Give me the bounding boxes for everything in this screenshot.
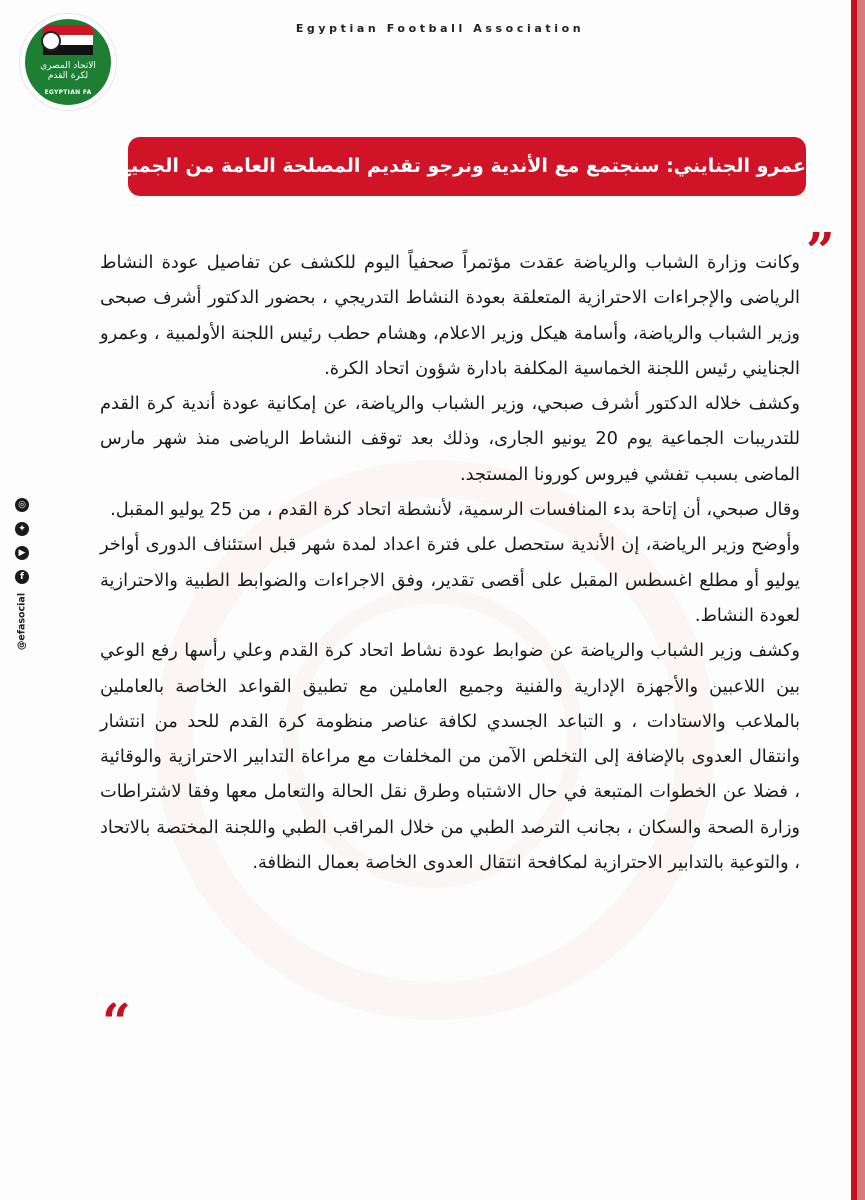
football-icon [41, 31, 61, 51]
social-links [8, 498, 36, 651]
article-paragraph: وكشف خلاله الدكتور أشرف صبحي، وزير الشباب والرياضة، عن إمكانية عودة أندية كرة القدم للتدريبات الجماعية يوم 20 يونيو الجارى، وذلك بعد توقف النشاط الرياضى منذ شهر مارس الماضى بسبب تفشي فيروس كورونا المستجد. [100, 393, 800, 485]
headline-text: عمرو الجنايني: سنجتمع مع الأندية ونرجو تقديم المصلحة العامة من الجميع [118, 155, 806, 177]
efa-logo [22, 16, 114, 108]
instagram-icon[interactable]: ◎ [15, 498, 29, 512]
social-handle[interactable]: @efasocial [16, 592, 28, 651]
twitter-icon[interactable]: ✦ [15, 522, 29, 536]
article-paragraph: وقال صبحي، أن إتاحة بدء المنافسات الرسمية، لأنشطة اتحاد كرة القدم ، من 25 يوليو المقبل. [110, 499, 800, 521]
headline-banner [118, 137, 806, 196]
article-paragraph: وأوضح وزير الرياضة، إن الأندية ستحصل على فترة اعداد لمدة شهر قبل استئناف الدورى أواخر يوليو أو مطلع اغسطس المقبل على أقصى تقدير، وفق الاجراءات والضوابط الطبية والاحترازية لعودة النشاط. [100, 534, 800, 626]
article-paragraph: وكشف وزير الشباب والرياضة عن ضوابط عودة نشاط اتحاد كرة القدم وعلي رأسها رفع الوعي بين اللاعبين والأجهزة الإدارية والفنية وجميع العاملين مع تطبيق القواعد الخاصة بالعاملين بالملاعب والاستادات ، و التباعد الجسدي لكافة عناصر منظومة كرة القدم للحد من انتشار وانتقال العدوى بالإضافة إلى التخلص الآمن من المخلفات مع مراعاة التدابير الاحترازية والوقائية ، فضلا عن الخطوات المتبعة في حال الاشتباه وطرق نقل الحالة والتعامل معها وفقا لاشتراطات وزارة الصحة والسكان ، بجانب الترصد الطبي من خلال المراقب الطبي واللجنة المختصة بالاتحاد ، والتوعية بالتدابير الاحترازية لمكافحة انتقال العدوى الخاصة بعمال النظافة. [100, 640, 800, 874]
close-quote-icon: “ [102, 992, 131, 1051]
youtube-icon[interactable]: ▶ [15, 546, 29, 560]
logo-english-text: EGYPTIAN FA [44, 89, 92, 96]
facebook-icon[interactable]: f [15, 570, 29, 584]
article-body [100, 245, 800, 880]
org-name: Egyptian Football Association [295, 22, 585, 35]
article-paragraph: وكانت وزارة الشباب والرياضة عقدت مؤتمراً صحفياً اليوم للكشف عن تفاصيل عودة النشاط الرياضى والإجراءات الاحترازية المتعلقة بعودة النشاط التدريجي ، بحضور الدكتور أشرف صبحى وزير الشباب والرياضة، وأسامة هيكل وزير الاعلام، وهشام حطب رئيس اللجنة الأولمبية ، وعمرو الجنايني رئيس اللجنة الخماسية المكلفة بادارة شؤون اتحاد الكرة. [100, 252, 800, 379]
logo-arabic-text: الاتحاد المصري لكرة القدم [40, 61, 96, 81]
open-quote-icon: ” [806, 221, 835, 280]
right-edge-band [857, 0, 865, 1200]
